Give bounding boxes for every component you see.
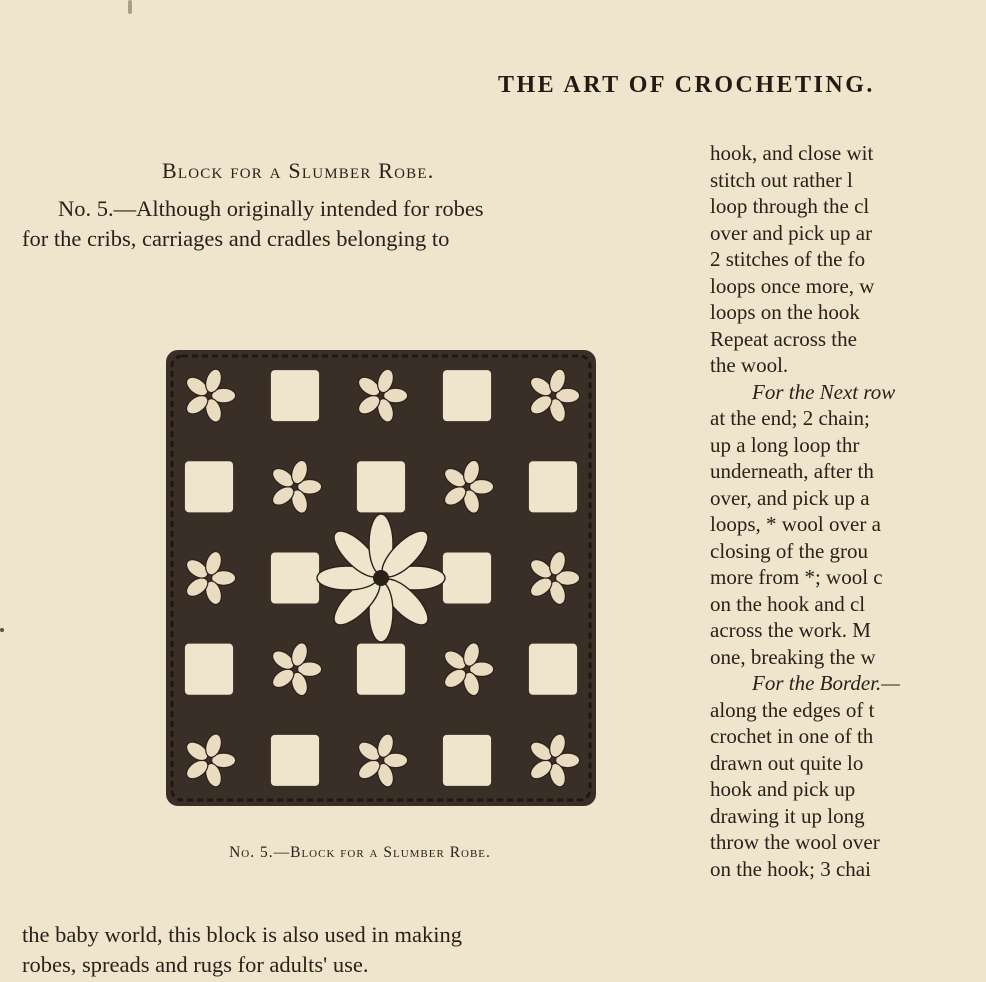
italic-run-in-heading: For the Next row [752, 379, 896, 404]
center-knot [373, 570, 389, 586]
text-line: loops on the hook [710, 300, 860, 324]
mesh-opening [271, 552, 319, 603]
ink-speck [128, 0, 132, 14]
text-line: along the edges of t [710, 697, 875, 722]
mesh-opening [185, 461, 233, 512]
text-line: one, breaking the w [710, 644, 876, 669]
mesh-opening [443, 370, 491, 421]
mesh-opening [443, 735, 491, 786]
text-line: hook, and close wit [710, 141, 874, 165]
text-line: the wool. [710, 353, 789, 377]
text-line: at the end; 2 chain; [710, 406, 870, 430]
text-line: crochet in one of th [710, 724, 874, 748]
ink-speck [0, 628, 4, 632]
text-line: on the hook; 3 chai [710, 856, 871, 881]
text-line: drawn out quite lo [710, 750, 864, 775]
text-line: No. 5.—Although originally intended for robes [58, 196, 484, 221]
continuation-paragraph [22, 920, 698, 980]
text-line: over and pick up ar [710, 220, 873, 245]
text-line [710, 379, 986, 406]
text-line: underneath, after th [710, 459, 874, 483]
mesh-opening [271, 735, 319, 786]
text-line: loops, * wool over a [710, 512, 881, 536]
italic-run-in-heading: For the Border.— [752, 671, 900, 695]
text-line: on the hook and cl [710, 591, 866, 616]
text-line: loop through the cl [710, 194, 870, 218]
mesh-opening [357, 644, 405, 695]
text-line: closing of the grou [710, 538, 869, 563]
running-head: THE ART OF CROCHETING. [498, 72, 875, 98]
text-line: for the cribs, carriages and cradles belonging to [22, 226, 450, 251]
text-line: over, and pick up a [710, 485, 870, 510]
text-line: more from *; wool c [710, 565, 883, 589]
text-line: Repeat across the [710, 326, 857, 351]
mesh-opening [185, 644, 233, 695]
mesh-opening [443, 552, 491, 603]
text-line [710, 670, 986, 697]
mesh-opening [271, 370, 319, 421]
crochet-block-figure [138, 318, 598, 818]
text-line: drawing it up long [710, 803, 865, 828]
crochet-granny-square-icon [138, 318, 598, 818]
text-line: stitch out rather l [710, 167, 853, 192]
intro-paragraph [22, 194, 698, 254]
text-line: 2 stitches of the fo [710, 247, 866, 271]
text-line: hook and pick up [710, 777, 856, 801]
figure-caption: No. 5.—Block for a Slumber Robe. [229, 844, 491, 861]
mesh-opening [529, 461, 577, 512]
text-line: up a long loop thr [710, 432, 860, 457]
section-title: Block for a Slumber Robe. [162, 158, 435, 183]
text-line: the baby world, this block is also used in making [22, 922, 462, 947]
mesh-opening [357, 461, 405, 512]
text-line: loops once more, w [710, 273, 875, 298]
mesh-opening [529, 644, 577, 695]
right-column-cropped [710, 140, 986, 982]
text-line: robes, spreads and rugs for adults' use. [22, 952, 369, 977]
text-line: throw the wool over [710, 830, 880, 854]
text-line: across the work. M [710, 618, 871, 642]
